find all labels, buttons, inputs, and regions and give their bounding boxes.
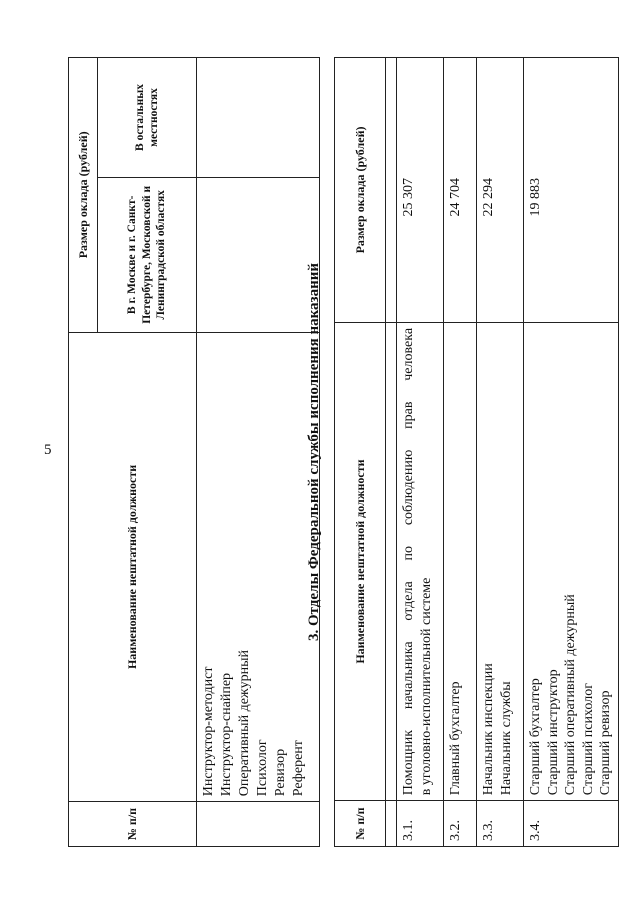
column-header-salary: Размер оклада (рублей) <box>69 58 98 333</box>
position-name: Старший инструктор <box>545 669 561 796</box>
table-row <box>524 58 619 847</box>
position-name: Старший бухгалтер <box>528 678 543 796</box>
salary-cell: 25 307 <box>397 58 444 323</box>
section-title: 3. Отделы Федеральной службы исполнения наказаний <box>306 262 322 642</box>
position-name-line: Помощник начальника отдела по соблюдению прав человека <box>401 327 416 796</box>
positions-table-top <box>68 57 320 847</box>
marker-cell <box>386 801 397 847</box>
column-header-number: № п/п <box>335 801 386 847</box>
position-name: Инструктор-снайпер <box>218 672 234 797</box>
column-header-position: Наименование нештатной должности <box>69 332 197 802</box>
row-number: 3.2. <box>444 801 477 847</box>
position-name: Старший ревизор <box>598 690 613 796</box>
position-name: Старший психолог <box>580 683 596 796</box>
salary-other-cell <box>197 58 320 178</box>
table-row <box>444 58 477 847</box>
position-cell <box>524 322 619 800</box>
position-cell <box>477 322 524 800</box>
marker-cell <box>386 58 397 323</box>
position-name: Начальник службы <box>498 681 514 796</box>
marker-cell <box>386 322 397 800</box>
positions-table-section-3 <box>334 57 619 847</box>
position-list <box>197 332 320 802</box>
salary-cell: 24 704 <box>444 58 477 323</box>
position-name: Начальник инспекции <box>481 663 496 796</box>
position-cell <box>397 322 444 800</box>
row-number <box>197 802 320 847</box>
salary-cell: 22 294 <box>477 58 524 323</box>
salary-cell: 19 883 <box>524 58 619 323</box>
position-cell <box>444 322 477 800</box>
position-name-line: в уголовно-исполнительной системе <box>418 577 434 796</box>
table-header-row <box>335 58 386 847</box>
position-name: Психолог <box>254 739 270 797</box>
position-name: Ревизор <box>272 748 288 797</box>
row-number: 3.3. <box>477 801 524 847</box>
column-header-salary-other: В остальных местностях <box>98 58 197 178</box>
column-header-salary: Размер оклада (рублей) <box>335 58 386 323</box>
table-row <box>197 58 320 847</box>
column-header-number: № п/п <box>69 802 197 847</box>
position-name: Инструктор-методист <box>201 666 216 797</box>
position-name: Референт <box>290 740 306 797</box>
table-row <box>477 58 524 847</box>
column-header-salary-moscow: В г. Москве и г. Санкт-Петербурге, Московской и Ленинградской областях <box>98 177 197 332</box>
column-header-position: Наименование нештатной должности <box>335 322 386 800</box>
position-name: Оперативный дежурный <box>236 650 252 797</box>
table-row <box>397 58 444 847</box>
row-number: 3.4. <box>524 801 619 847</box>
salary-moscow-cell <box>197 177 320 332</box>
position-name: Старший оперативный дежурный <box>563 594 578 796</box>
column-marker-row <box>386 58 397 847</box>
position-name: Главный бухгалтер <box>448 681 463 796</box>
page-number: 5 <box>44 442 52 458</box>
row-number: 3.1. <box>397 801 444 847</box>
table-header-row <box>69 58 98 847</box>
